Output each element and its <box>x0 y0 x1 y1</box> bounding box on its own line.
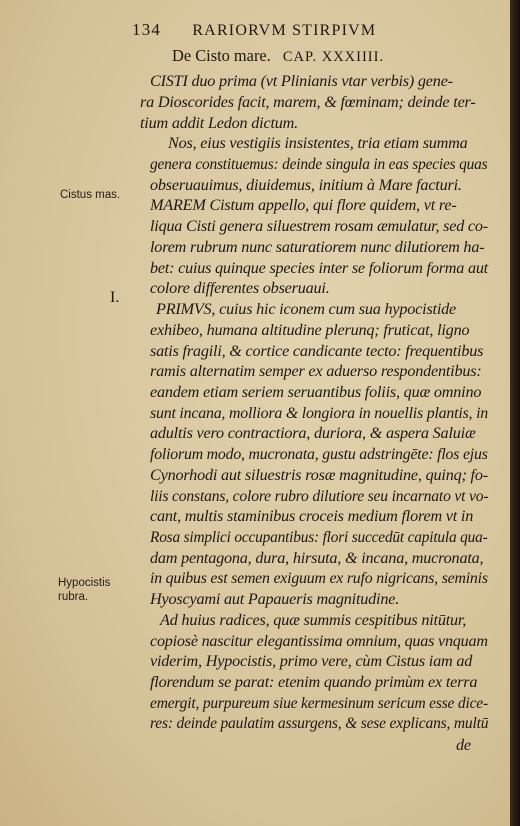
text-line: res: deinde paulatim assurgens, & sese explicans, multū <box>150 714 489 732</box>
text-line: lorem rubrum nunc saturatiorem nunc dilutiorem ha- <box>150 238 485 256</box>
margin-note-cistus-mas: Cistus mas. <box>60 189 121 201</box>
text-line: CISTI duo prima (vt Plinianis vtar verbis) gene- <box>150 72 453 90</box>
text-line: liis constans, colore rubro dilutiore seu incarnato vt vo- <box>150 487 489 505</box>
text-line: satis fragili, & cortice candicante tecto: frequentibus <box>150 342 484 360</box>
text-line: genera constituemus: deinde singula in eas species quas <box>150 155 488 173</box>
text-line: obseruauimus, diuidemus, initium à Mare facturi. <box>150 176 462 194</box>
text-line: copiosè nascitur elegantissima omnium, quas vnquam <box>150 632 488 650</box>
text-line: dam pentagona, dura, hirsuta, & incana, mucronata, <box>150 549 484 567</box>
text-line: Hyoscyami aut Papaueris magnitudine. <box>150 590 400 608</box>
text-line: sunt incana, molliora & longiora in nouellis plantis, in <box>150 404 489 422</box>
text-line: liqua Cisti genera siluestrem rosam æmulatur, sed co- <box>150 217 488 235</box>
text-line: Ad huius radices, quæ summis cespitibus nitūtur, <box>160 611 467 629</box>
text-line: adultis vero contractiora, duriora, & aspera Saluiæ <box>150 424 476 442</box>
running-header <box>132 20 376 40</box>
text-line: tium addit Ledon dictum. <box>140 114 298 132</box>
text-line: Cynorhodi aut siluestris rosæ magnitudine, quinq; fo- <box>150 466 488 484</box>
text-line: Rosa simplici occupantibus: flori succedūt capitula qua- <box>150 528 488 546</box>
text-line: viderim, Hypocistis, primo vere, cùm Cistus iam ad <box>150 652 473 670</box>
text-line: PRIMVS, cuius hic iconem cum sua hypocistide <box>156 300 457 318</box>
text-line: colore differentes obseruaui. <box>150 279 330 297</box>
chapter-heading <box>172 46 384 66</box>
text-line: eandem etiam seriem seruantibus foliis, quæ omnino <box>150 383 482 401</box>
text-line: emergit, purpureum siue kermesinum sericum esse dice- <box>150 694 488 712</box>
text-line: MAREM Cistum appello, qui flore quidem, vt re- <box>150 196 457 214</box>
text-line: in quibus est semen exiguum ex rufo nigricans, seminis <box>150 569 488 587</box>
text-line: cant, multis staminibus croceis medium florem vt in <box>150 507 474 525</box>
text-line: Nos, eius vestigiis insistentes, tria etiam summa <box>168 134 468 152</box>
text-line: exhibeo, humana altitudine plerunq; fruticat, ligno <box>150 321 470 339</box>
book-edge <box>510 0 520 826</box>
page-number: 134 <box>132 20 162 39</box>
running-title: RARIORVM STIRPIVM <box>192 22 377 39</box>
text-line: foliorum modo, mucronata, gustu adstringēte: flos ejus <box>150 445 488 463</box>
margin-numeral: I. <box>110 289 120 306</box>
text-line: florendum se parat: etenim quando primùm ex terra <box>150 673 478 691</box>
text-line: bet: cuius quinque species inter se foliorum forma aut <box>150 259 488 277</box>
chapter-title: De Cisto mare. <box>172 46 271 65</box>
text-line: ramis alternatim semper ex aduerso respondentibus: <box>150 362 482 380</box>
catchword: de <box>456 736 471 754</box>
chapter-number: CAP. XXXIIII. <box>282 49 385 65</box>
text-line: ra Dioscorides facit, marem, & fœminam; deinde ter- <box>140 93 476 111</box>
margin-note-hypocistis: Hypocistis <box>58 577 111 589</box>
margin-note-rubra: rubra. <box>58 591 89 603</box>
